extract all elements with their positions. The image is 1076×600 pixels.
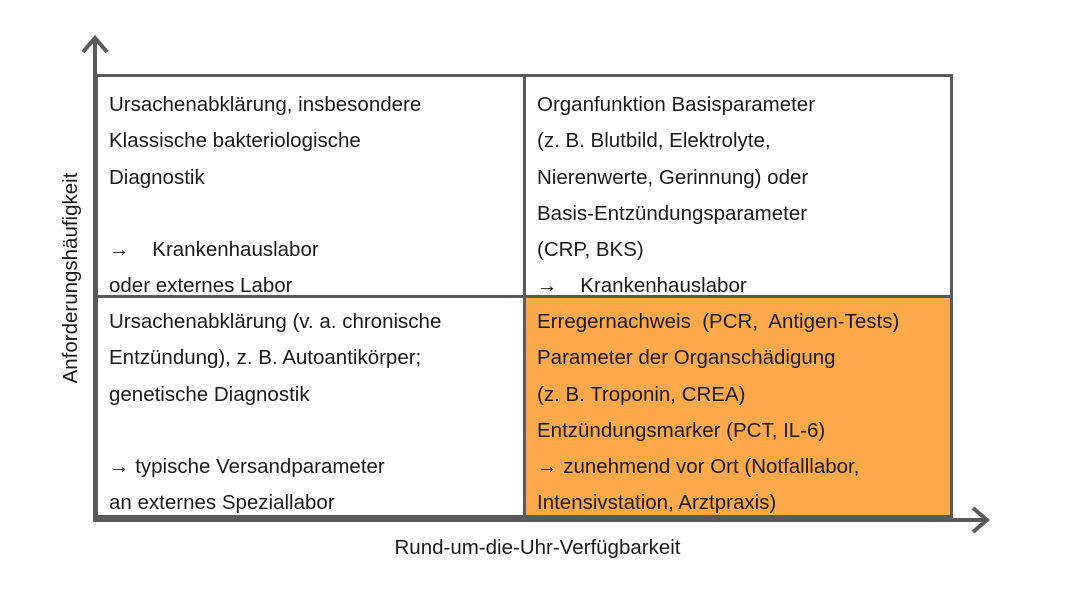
quadrant-text-line: Nierenwerte, Gerinnung) oder bbox=[537, 165, 809, 189]
quadrant-text-line: Entzündung), z. B. Autoantikörper; bbox=[109, 346, 422, 370]
quadrant-conclusion-line: → zunehmend vor Ort (Notfalllabor, bbox=[537, 455, 860, 479]
quadrant-text-line: (z. B. Troponin, CREA) bbox=[537, 382, 746, 406]
x-axis-label: Rund-um-die-Uhr-Verfügbarkeit bbox=[394, 536, 681, 559]
quadrant-grid bbox=[95, 74, 953, 518]
spacer bbox=[109, 413, 513, 449]
quadrant-text-line: Ursachenabklärung (v. a. chronische bbox=[109, 310, 442, 333]
spacer bbox=[109, 196, 513, 232]
quadrant-text-line: Organfunktion Basisparameter bbox=[537, 93, 816, 116]
quadrant-text-line: (CRP, BKS) bbox=[537, 238, 644, 262]
quadrant-text-line: Diagnostik bbox=[109, 165, 205, 189]
quadrant-conclusion-line: → Krankenhauslabor bbox=[109, 238, 319, 262]
quadrant-text-line: Basis-Entzündungsparameter bbox=[537, 201, 808, 225]
quadrant-conclusion-line: an externes Speziallabor bbox=[109, 491, 335, 515]
quadrant-bottom-left bbox=[98, 298, 526, 515]
quadrant-text-line: Klassische bakteriologische bbox=[109, 129, 361, 153]
quadrant-conclusion-line: Intensivstation, Arztpraxis) bbox=[537, 491, 777, 515]
quadrant-text-line: (z. B. Blutbild, Elektrolyte, bbox=[537, 129, 771, 153]
quadrant-top-right bbox=[526, 77, 950, 298]
quadrant-text-line: Erregernachweis (PCR, Antigen-Tests) bbox=[537, 310, 900, 333]
quadrant-text-line: Ursachenabklärung, insbesondere bbox=[109, 93, 422, 116]
quadrant-text-line: Entzündungsmarker (PCT, IL-6) bbox=[537, 418, 826, 442]
quadrant-text-line: Parameter der Organschädigung bbox=[537, 346, 836, 370]
quadrant-conclusion-line: oder externes Labor bbox=[109, 274, 293, 298]
quadrant-top-left bbox=[98, 77, 526, 298]
quadrant-conclusion-line: → typische Versandparameter bbox=[109, 455, 385, 479]
y-axis-label: Anforderungshäufigkeit bbox=[59, 172, 82, 384]
quadrant-text-line: genetische Diagnostik bbox=[109, 382, 310, 406]
quadrant-conclusion-line: → Krankenhauslabor bbox=[537, 274, 747, 298]
quadrant-bottom-right-highlighted bbox=[526, 298, 950, 515]
